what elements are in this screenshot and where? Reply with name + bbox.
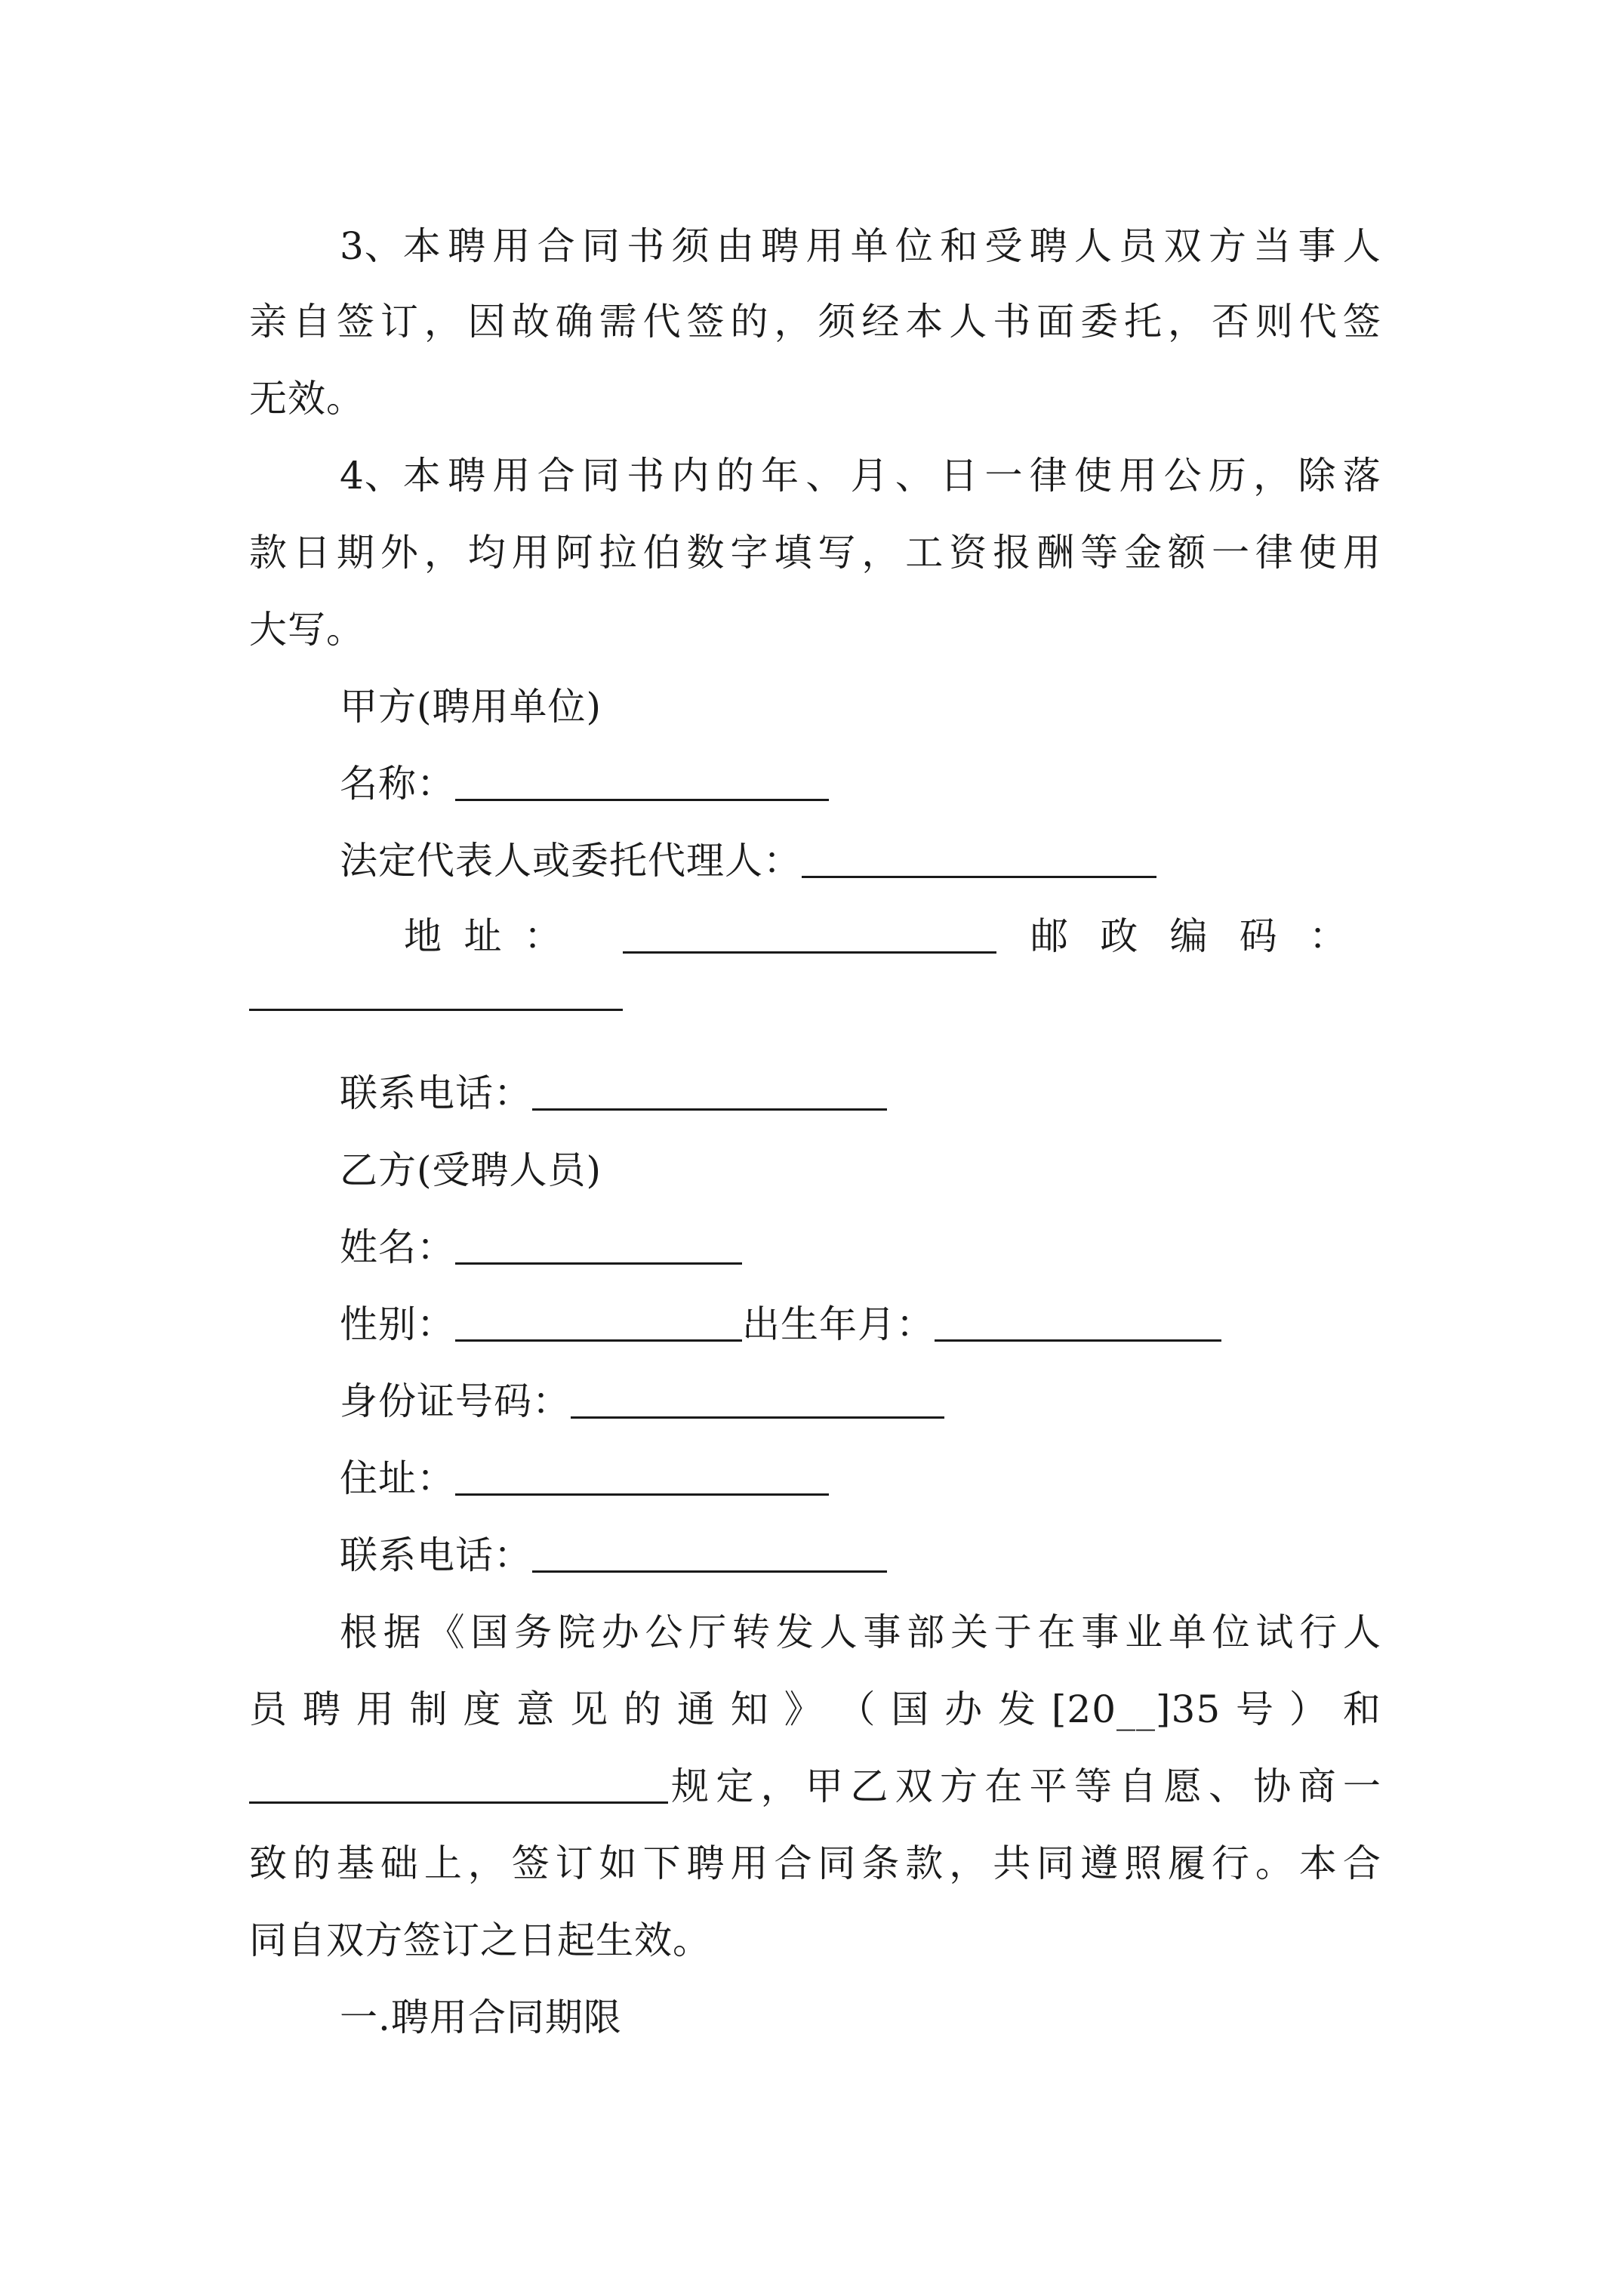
text-glyph: 款 bbox=[905, 1841, 944, 1885]
text-glyph: 照 bbox=[1124, 1841, 1163, 1885]
text-glyph: 同 bbox=[581, 224, 621, 268]
text-glyph: 事 bbox=[1081, 1610, 1120, 1654]
text-glyph: 甲 bbox=[805, 1764, 844, 1808]
text-glyph: 公 bbox=[1163, 454, 1203, 498]
text-glyph: 国 bbox=[470, 1610, 510, 1654]
text-glyph: 人 bbox=[1074, 224, 1113, 268]
text-glyph: 用 bbox=[1342, 531, 1381, 575]
para3-line3: 无效。 bbox=[249, 377, 365, 421]
party-a-name-field[interactable] bbox=[455, 746, 829, 801]
text-glyph: 试 bbox=[1255, 1610, 1295, 1654]
party-a-name-row bbox=[340, 746, 829, 821]
text-glyph: （ bbox=[837, 1687, 876, 1731]
text-glyph: 度 bbox=[463, 1687, 502, 1731]
text-glyph: 邮 bbox=[1030, 914, 1069, 958]
text-glyph: 用 bbox=[1119, 454, 1158, 498]
text-glyph: 履 bbox=[1168, 1841, 1207, 1885]
text-glyph: 日 bbox=[292, 531, 331, 575]
text-glyph: 知 bbox=[730, 1687, 769, 1731]
text-glyph: 员 bbox=[249, 1687, 288, 1731]
text-glyph: 当 bbox=[1253, 224, 1292, 268]
basis-line5: 同自双方签订之日起生效。 bbox=[249, 1918, 711, 1962]
text-glyph: 发 bbox=[775, 1610, 815, 1654]
party-a-rep-row bbox=[340, 823, 1156, 898]
text-glyph: 自 bbox=[1119, 1764, 1158, 1808]
text-glyph: 则 bbox=[1255, 300, 1294, 344]
text-glyph: 共 bbox=[993, 1841, 1032, 1885]
text-glyph: 合 bbox=[1342, 1841, 1381, 1885]
text-glyph: 单 bbox=[850, 224, 889, 268]
text-glyph: 致 bbox=[249, 1841, 288, 1885]
text-glyph: 代 bbox=[642, 300, 682, 344]
text-glyph: 号 bbox=[1236, 1687, 1275, 1731]
text-glyph: 阿 bbox=[555, 531, 594, 575]
text-glyph: 在 bbox=[1037, 1610, 1076, 1654]
text-glyph: 否 bbox=[1211, 300, 1250, 344]
text-glyph: 行 bbox=[1299, 1610, 1338, 1654]
text-glyph: 部 bbox=[907, 1610, 946, 1654]
text-glyph: 一 bbox=[1211, 531, 1250, 575]
party-a-rep-field[interactable] bbox=[802, 823, 1156, 878]
party-b-id-label: 身份证号码： bbox=[340, 1379, 571, 1423]
text-glyph: 方 bbox=[939, 1764, 978, 1808]
text-glyph: 期 bbox=[336, 531, 375, 575]
text-glyph: 合 bbox=[774, 1841, 813, 1885]
text-glyph: 本 bbox=[905, 300, 944, 344]
text-glyph: ， bbox=[423, 531, 463, 575]
text-glyph: 合 bbox=[537, 224, 576, 268]
text-glyph: 《 bbox=[427, 1610, 466, 1654]
text-glyph: 务 bbox=[514, 1610, 553, 1654]
text-glyph: 自 bbox=[292, 300, 331, 344]
party-b-residence-label: 住址： bbox=[340, 1456, 455, 1500]
text-glyph: 由 bbox=[716, 224, 755, 268]
text-glyph: 酬 bbox=[1036, 531, 1076, 575]
text-glyph: 事 bbox=[1298, 224, 1337, 268]
text-glyph: 行 bbox=[1211, 1841, 1250, 1885]
text-glyph: 本 bbox=[1298, 1841, 1338, 1885]
basis-line2 bbox=[249, 1672, 1381, 1747]
text-glyph: 4、本 bbox=[340, 454, 442, 498]
text-glyph: ， bbox=[774, 300, 813, 344]
text-glyph: 址 bbox=[463, 914, 503, 958]
text-glyph: 方 bbox=[1208, 224, 1247, 268]
party-b-phone-label: 联系电话： bbox=[340, 1533, 532, 1577]
text-glyph: 使 bbox=[1074, 454, 1113, 498]
section-1-heading: 一.聘用合同期限 bbox=[340, 1996, 622, 2039]
text-glyph: 签 bbox=[1342, 300, 1381, 344]
text-glyph: 的 bbox=[292, 1841, 331, 1885]
basis-line4 bbox=[249, 1826, 1381, 1901]
text-glyph: ， bbox=[1253, 454, 1292, 498]
text-glyph: 需 bbox=[599, 300, 638, 344]
text-glyph: 上 bbox=[423, 1841, 463, 1885]
text-glyph: 根 bbox=[340, 1610, 378, 1654]
text-glyph: 亲 bbox=[249, 300, 288, 344]
text-glyph: 同 bbox=[581, 454, 621, 498]
party-a-postal-field[interactable] bbox=[249, 956, 623, 1011]
party-a-phone-row bbox=[340, 1056, 887, 1131]
text-glyph: 规 bbox=[671, 1764, 710, 1808]
text-glyph: 书 bbox=[627, 224, 666, 268]
party-b-gender-label: 性别： bbox=[340, 1302, 455, 1346]
text-glyph: ， bbox=[467, 1841, 507, 1885]
text-glyph: 的 bbox=[624, 1687, 663, 1731]
party-a-name-label: 名称： bbox=[340, 762, 455, 806]
text-glyph: 聘 bbox=[761, 224, 800, 268]
text-glyph: 和 bbox=[940, 224, 979, 268]
text-glyph: 厅 bbox=[688, 1610, 728, 1654]
text-glyph: [20__]35 bbox=[1051, 1687, 1221, 1731]
party-a-postal-label bbox=[1030, 898, 1347, 974]
text-glyph: 托 bbox=[1124, 300, 1163, 344]
text-glyph: 用 bbox=[805, 224, 845, 268]
text-glyph: 聘 bbox=[686, 1841, 725, 1885]
party-b-birth-field[interactable] bbox=[935, 1287, 1221, 1342]
text-glyph: 政 bbox=[1100, 914, 1139, 958]
text-glyph: 须 bbox=[818, 300, 857, 344]
text-glyph: 年 bbox=[761, 454, 800, 498]
party-b-phone-row bbox=[340, 1518, 887, 1593]
text-glyph: 双 bbox=[1163, 224, 1203, 268]
text-glyph: 聘 bbox=[448, 454, 487, 498]
text-glyph: 》 bbox=[784, 1687, 823, 1731]
text-glyph: 金 bbox=[1124, 531, 1163, 575]
text-glyph: 意 bbox=[516, 1687, 556, 1731]
text-glyph: 用 bbox=[356, 1687, 395, 1731]
text-glyph: 书 bbox=[627, 454, 666, 498]
party-b-gender-field[interactable] bbox=[455, 1287, 742, 1342]
text-glyph: 聘 bbox=[302, 1687, 341, 1731]
text-glyph: 等 bbox=[1073, 1764, 1113, 1808]
text-glyph: 内 bbox=[671, 454, 710, 498]
text-glyph: 等 bbox=[1080, 531, 1119, 575]
text-glyph: 因 bbox=[467, 300, 507, 344]
text-glyph: 订 bbox=[380, 300, 419, 344]
party-b-residence-field[interactable] bbox=[455, 1441, 829, 1496]
para4-line3: 大写。 bbox=[249, 608, 365, 652]
text-glyph: 遵 bbox=[1080, 1841, 1119, 1885]
basis-regulation-field[interactable] bbox=[249, 1749, 668, 1804]
text-glyph: 办 bbox=[944, 1687, 984, 1731]
text-glyph: 签 bbox=[511, 1841, 550, 1885]
para4-line2 bbox=[249, 515, 1381, 590]
text-glyph: 用 bbox=[511, 531, 550, 575]
para4-line1 bbox=[340, 438, 1381, 513]
text-glyph: 报 bbox=[993, 531, 1032, 575]
para3-line1 bbox=[340, 208, 1381, 284]
party-a-postal-row bbox=[249, 956, 623, 1031]
text-glyph: 编 bbox=[1169, 914, 1209, 958]
text-glyph: 。 bbox=[1255, 1841, 1294, 1885]
text-glyph: 聘 bbox=[1029, 224, 1068, 268]
text-glyph: ， bbox=[1168, 300, 1207, 344]
text-glyph: 代 bbox=[1298, 300, 1338, 344]
text-glyph: 业 bbox=[1125, 1610, 1164, 1654]
text-glyph: 、 bbox=[895, 454, 934, 498]
text-glyph: 一 bbox=[984, 454, 1024, 498]
text-glyph: 员 bbox=[1119, 224, 1158, 268]
text-glyph: 愿 bbox=[1163, 1764, 1203, 1808]
text-glyph: 日 bbox=[940, 454, 979, 498]
party-b-heading: 乙方(受聘人员) bbox=[340, 1148, 602, 1192]
text-glyph: 外 bbox=[380, 531, 419, 575]
basis-line3-text bbox=[671, 1749, 1381, 1824]
text-glyph: 、 bbox=[1208, 1764, 1247, 1808]
text-glyph: 码 bbox=[1239, 914, 1278, 958]
text-glyph: 同 bbox=[1036, 1841, 1076, 1885]
text-glyph: 公 bbox=[645, 1610, 684, 1654]
text-glyph: 填 bbox=[774, 531, 813, 575]
text-glyph: 用 bbox=[730, 1841, 769, 1885]
text-glyph: ， bbox=[861, 531, 901, 575]
text-glyph: 关 bbox=[950, 1610, 989, 1654]
text-glyph: 制 bbox=[409, 1687, 448, 1731]
text-glyph: 律 bbox=[1255, 531, 1294, 575]
party-b-name-label: 姓名： bbox=[340, 1225, 455, 1269]
text-glyph: 落 bbox=[1342, 454, 1381, 498]
text-glyph: 转 bbox=[732, 1610, 771, 1654]
party-b-name-field[interactable] bbox=[455, 1210, 742, 1265]
text-glyph: 书 bbox=[993, 300, 1032, 344]
text-glyph: 数 bbox=[686, 531, 725, 575]
text-glyph: 拉 bbox=[599, 531, 638, 575]
party-b-residence-row bbox=[340, 1441, 829, 1516]
text-glyph: ： bbox=[524, 914, 562, 958]
text-glyph: 款 bbox=[249, 531, 288, 575]
text-glyph: 基 bbox=[336, 1841, 375, 1885]
text-glyph: 合 bbox=[537, 454, 576, 498]
text-glyph: 3、本 bbox=[340, 224, 442, 268]
text-glyph: 单 bbox=[1168, 1610, 1207, 1654]
text-glyph: ， bbox=[760, 1764, 799, 1808]
text-glyph: 一 bbox=[1342, 1764, 1381, 1808]
text-glyph: 同 bbox=[818, 1841, 857, 1885]
text-glyph: 用 bbox=[492, 454, 531, 498]
text-glyph: 商 bbox=[1298, 1764, 1337, 1808]
party-b-name-row bbox=[340, 1210, 742, 1285]
text-glyph: 平 bbox=[1029, 1764, 1068, 1808]
party-a-rep-label: 法定代表人或委托代理人： bbox=[340, 839, 802, 883]
text-glyph: 人 bbox=[949, 300, 988, 344]
text-glyph: 条 bbox=[861, 1841, 901, 1885]
text-glyph: 双 bbox=[895, 1764, 934, 1808]
text-glyph: 和 bbox=[1342, 1687, 1381, 1731]
text-glyph: 委 bbox=[1080, 300, 1119, 344]
text-glyph: 除 bbox=[1298, 454, 1337, 498]
text-glyph: 办 bbox=[601, 1610, 640, 1654]
text-glyph: 订 bbox=[555, 1841, 594, 1885]
text-glyph: 资 bbox=[949, 531, 988, 575]
text-glyph: 历 bbox=[1208, 454, 1247, 498]
text-glyph: 协 bbox=[1253, 1764, 1292, 1808]
party-a-heading: 甲方(聘用单位) bbox=[340, 685, 602, 729]
party-b-gender-birth-row bbox=[340, 1287, 1221, 1362]
text-glyph: 故 bbox=[511, 300, 550, 344]
text-glyph: ） bbox=[1289, 1687, 1328, 1731]
text-glyph: 用 bbox=[492, 224, 531, 268]
party-a-phone-field[interactable] bbox=[532, 1056, 887, 1111]
text-glyph: 的 bbox=[730, 300, 769, 344]
text-glyph: 位 bbox=[1212, 1610, 1251, 1654]
text-glyph: ， bbox=[949, 1841, 988, 1885]
text-glyph: 伯 bbox=[642, 531, 682, 575]
text-glyph: 签 bbox=[336, 300, 375, 344]
text-glyph: 人 bbox=[819, 1610, 858, 1654]
text-glyph: 工 bbox=[905, 531, 944, 575]
text-glyph: 人 bbox=[1342, 1610, 1381, 1654]
text-glyph: 础 bbox=[380, 1841, 419, 1885]
text-glyph: ： bbox=[1309, 914, 1347, 958]
text-glyph: 额 bbox=[1168, 531, 1207, 575]
text-glyph: 事 bbox=[863, 1610, 902, 1654]
text-glyph: 地 bbox=[404, 914, 442, 958]
party-b-birth-label: 出生年月： bbox=[742, 1302, 935, 1346]
text-glyph: 月 bbox=[850, 454, 889, 498]
text-glyph: 院 bbox=[557, 1610, 596, 1654]
text-glyph: 的 bbox=[716, 454, 755, 498]
text-glyph: 经 bbox=[861, 300, 901, 344]
text-glyph: 定 bbox=[716, 1764, 755, 1808]
text-glyph: 签 bbox=[686, 300, 725, 344]
text-glyph: ， bbox=[423, 300, 463, 344]
text-glyph: 据 bbox=[383, 1610, 422, 1654]
text-glyph: 人 bbox=[1342, 224, 1381, 268]
text-glyph: 乙 bbox=[850, 1764, 889, 1808]
party-a-phone-label: 联系电话： bbox=[340, 1071, 532, 1115]
text-glyph: 下 bbox=[642, 1841, 682, 1885]
text-glyph: 于 bbox=[993, 1610, 1033, 1654]
text-glyph: 聘 bbox=[448, 224, 487, 268]
para3-line2 bbox=[249, 284, 1381, 359]
text-glyph: 、 bbox=[805, 454, 845, 498]
text-glyph: 发 bbox=[998, 1687, 1037, 1731]
text-glyph: 位 bbox=[895, 224, 934, 268]
text-glyph: 如 bbox=[599, 1841, 638, 1885]
basis-line3 bbox=[249, 1749, 1381, 1824]
party-b-id-field[interactable] bbox=[571, 1364, 944, 1419]
text-glyph: 见 bbox=[570, 1687, 609, 1731]
text-glyph: 在 bbox=[984, 1764, 1024, 1808]
text-glyph: 国 bbox=[891, 1687, 930, 1731]
basis-line1 bbox=[340, 1595, 1381, 1670]
party-b-phone-field[interactable] bbox=[532, 1518, 887, 1573]
text-glyph: 受 bbox=[984, 224, 1024, 268]
text-glyph: 字 bbox=[730, 531, 769, 575]
text-glyph: 写 bbox=[818, 531, 857, 575]
text-glyph: 面 bbox=[1036, 300, 1076, 344]
text-glyph: 使 bbox=[1298, 531, 1338, 575]
text-glyph: 律 bbox=[1029, 454, 1068, 498]
party-a-address-field[interactable] bbox=[623, 898, 996, 954]
text-glyph: 通 bbox=[676, 1687, 716, 1731]
text-glyph: 须 bbox=[671, 224, 710, 268]
party-b-id-row bbox=[340, 1364, 944, 1439]
text-glyph: 均 bbox=[467, 531, 507, 575]
text-glyph: 确 bbox=[555, 300, 594, 344]
